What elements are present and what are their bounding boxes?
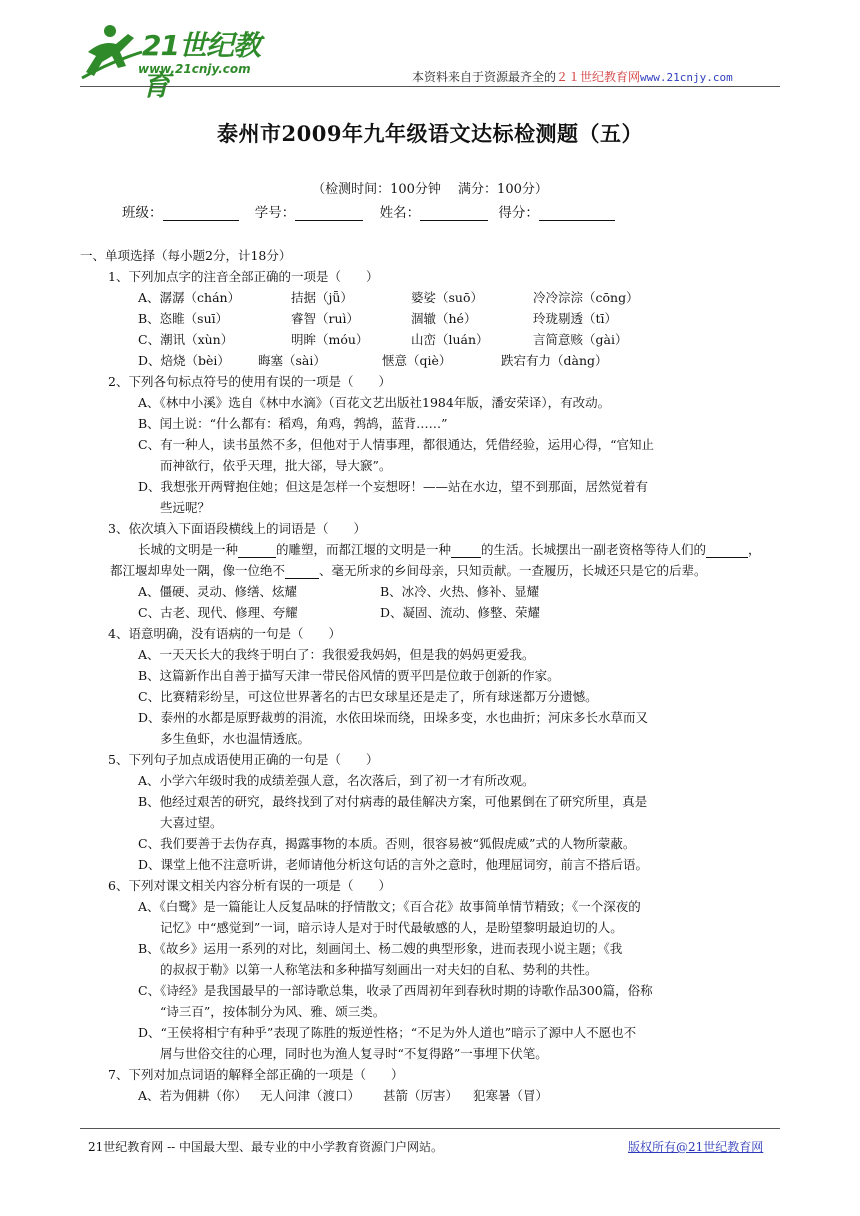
q2-option-d-line2: 些远呢？ (160, 500, 211, 515)
q1-stem: 1、下列加点字的注音全部正确的一项是（ ） (108, 269, 379, 284)
header-note (412, 68, 733, 85)
section-heading: 一、单项选择（每小题2分，计18分） (80, 248, 292, 263)
q7-option-a1: A、若为佣耕（你） (138, 1088, 248, 1103)
q2-option-c-line2: 而神欲行，依乎天理，批大郤，导大窾”。 (160, 458, 392, 473)
q5-option-b-line2: 大喜过望。 (160, 815, 223, 830)
header-note-prefix: 本资料来自于资源最齐全的 (412, 70, 557, 84)
q2-option-d-line1: D、我想张开两臂抱住她；但这是怎样一个妄想呀！——站在水边，望不到那面，居然觉着有 (138, 479, 649, 494)
q5-option-b-line1: B、他经过艰苦的研究，最终找到了对付病毒的最佳解决方案，可他累倒在了研究所里，真是 (138, 794, 648, 809)
q6-option-b-line1: B、《故乡》运用一系列的对比，刻画闰土、杨二嫂的典型形象，进而表现小说主题；《我 (138, 941, 623, 956)
q1-option-d1: D、焙烧（bèi） (138, 353, 230, 368)
page-header (0, 0, 860, 102)
q5-option-c: C、我们要善于去伪存真，揭露事物的本质。否则，很容易被“狐假虎威”式的人物所蒙蔽。 (138, 836, 636, 851)
q2-option-b: B、闰土说：“什么都有：稻鸡，角鸡，鹁鸪，蓝背……” (138, 416, 448, 431)
q6-stem: 6、下列对课文相关内容分析有误的一项是（ ） (108, 878, 391, 893)
id-blank (295, 206, 363, 221)
q1-option-d4: 跌宕有力（dàng） (501, 353, 608, 368)
q1-option-c3: 山峦（luán） (411, 332, 489, 347)
q1-option-a1: A、潺潺（chán） (138, 290, 241, 305)
class-blank (163, 206, 239, 221)
q6-option-d-line2: 屑与世俗交往的心理，同时也为渔人复寻时“不复得路”一事埋下伏笔。 (160, 1046, 548, 1061)
id-label: 学号： (254, 205, 296, 221)
q5-stem: 5、下列句子加点成语使用正确的一句是（ ） (108, 752, 379, 767)
q3-blank-4 (285, 566, 319, 579)
q1-option-a4: 冷冷淙淙（cōng） (533, 290, 639, 305)
document-subtitle: （检测时间：100分钟 满分：100分） (312, 182, 548, 197)
q7-stem: 7、下列对加点词语的解释全部正确的一项是（ ） (108, 1067, 404, 1082)
header-note-site[interactable]: ２１世纪教育网 (556, 70, 641, 84)
q1-option-c2: 明眸（móu） (291, 332, 369, 347)
footer-divider (80, 1128, 780, 1129)
q1-option-a3: 婆娑（suō） (411, 290, 483, 305)
q3-blank-3 (706, 545, 748, 558)
q1-option-b2: 睿智（ruì） (291, 311, 360, 326)
q3-text: 的雕塑，而都江堰的文明是一种 (276, 542, 452, 557)
score-label: 得分： (498, 205, 539, 221)
name-blank (420, 206, 488, 221)
q6-option-d-line1: D、“王侯将相宁有种乎”表现了陈胜的叛逆性格；“不足为外人道也”暗示了源中人不愿也不 (138, 1025, 637, 1040)
score-blank (539, 206, 615, 221)
runner-icon (80, 22, 144, 82)
q3-text: ， (748, 542, 761, 557)
q3-option-d: D、凝固、流动、修整、荣耀 (380, 605, 541, 620)
q5-option-d: D、课堂上他不注意听讲，老师请他分析这句话的言外之意时，他理屈词穷，前言不搭后语。 (138, 857, 649, 872)
q3-option-b: B、冰冷、火热、修补、显耀 (380, 584, 540, 599)
q6-option-a-line1: A、《白鹭》是一篇能让人反复品味的抒情散文；《百合花》故事简单情节精致；《一个深夜的 (138, 899, 641, 914)
document-title: 泰州市2009年九年级语文达标检测题（五） (217, 121, 643, 146)
q3-stem: 3、依次填入下面语段横线上的词语是（ ） (108, 521, 366, 536)
q1-option-b1: B、恣睢（suī） (138, 311, 229, 326)
q4-option-c: C、比赛精彩纷呈，可这位世界著名的古巴女球星还是走了，所有球迷都万分遗憾。 (138, 689, 598, 704)
q6-option-b-line2: 的叔叔于勒》以第一人称笔法和多种描写刻画出一对夫妇的自私、势利的共性。 (160, 962, 598, 977)
q3-option-c: C、古老、现代、修理、夸耀 (138, 605, 298, 620)
logo (80, 22, 280, 102)
q1-option-b4: 玲珑剔透（tī） (533, 311, 618, 326)
q2-option-c-line1: C、有一种人，读书虽然不多，但他对于人情事理，都很通达，凭借经验，运用心得，“官知止 (138, 437, 654, 452)
q7-option-a4: 犯寒暑（冒） (473, 1088, 549, 1103)
logo-text: 21世纪教育 (142, 29, 260, 102)
logo-url: www.21cnjy.com (138, 62, 251, 76)
q4-option-a: A、一天天长大的我终于明白了：我很爱我妈妈，但是我的妈妈更爱我。 (138, 647, 535, 662)
q3-text: 、毫无所求的乡间母亲，只知贡献。一查履历，长城还只是它的后辈。 (319, 563, 707, 578)
q1-option-c1: C、潮讯（xùn） (138, 332, 234, 347)
q1-option-a2: 拮据（jǖ） (291, 290, 353, 305)
name-label: 姓名： (379, 205, 421, 221)
q3-blank-2 (451, 545, 481, 558)
student-info-fields (122, 201, 615, 221)
q4-option-b: B、这篇新作出自善于描写天津一带民俗风情的贾平凹是位敢于创新的作家。 (138, 668, 560, 683)
q3-passage-line2 (110, 561, 707, 579)
q2-stem: 2、下列各句标点符号的使用有误的一项是（ ） (108, 374, 391, 389)
q3-text: 长城的文明是一种 (138, 542, 239, 557)
q6-option-c-line2: “诗三百”，按体制分为风、雅、颂三类。 (160, 1004, 386, 1019)
q3-passage-line1 (138, 540, 761, 558)
q6-option-c-line1: C、《诗经》是我国最早的一部诗歌总集，收录了西周初年到春秋时期的诗歌作品300篇，俗称 (138, 983, 653, 998)
header-note-url[interactable]: www.21cnjy.com (640, 71, 733, 84)
q5-option-a: A、小学六年级时我的成绩差强人意，名次落后，到了初一才有所改观。 (138, 773, 535, 788)
q7-option-a3: 甚箭（厉害） (383, 1088, 459, 1103)
q1-option-d2: 晦塞（sài） (258, 353, 326, 368)
q4-option-d-line1: D、泰州的水都是原野裁剪的涓流，水依田垛而绕，田垛多变，水也曲折；河床多长水草而又 (138, 710, 649, 725)
q1-option-c4: 言简意赅（gài） (533, 332, 628, 347)
q3-option-a: A、僵硬、灵动、修缮、炫耀 (138, 584, 298, 599)
q1-option-d3: 惬意（qiè） (382, 353, 452, 368)
copyright-link[interactable]: 版权所有@21世纪教育网 (628, 1140, 764, 1154)
q3-blank-1 (238, 545, 276, 558)
q1-option-b3: 涸辙（hé） (411, 311, 477, 326)
footer-text: 21世纪教育网 -- 中国最大型、最专业的中小学教育资源门户网站。 (88, 1140, 444, 1154)
q3-text: 都江堰却卑处一隅，像一位绝不 (110, 563, 286, 578)
q4-stem: 4、语意明确，没有语病的一句是（ ） (108, 626, 341, 641)
q2-option-a: A、《林中小溪》选自《林中水滴》（百花文艺出版社1984年版，潘安荣译），有改动。 (138, 395, 611, 410)
q6-option-a-line2: 记忆》中“感觉到”一词，暗示诗人是对于时代最敏感的人，是盼望黎明最迫切的人。 (160, 920, 623, 935)
q4-option-d-line2: 多生鱼虾，水也温情透底。 (160, 731, 311, 746)
class-label: 班级： (122, 205, 163, 221)
q7-option-a2: 无人问津（渡口） (260, 1088, 361, 1103)
q3-text: 的生活。长城摆出一副老资格等待人们的 (481, 542, 707, 557)
header-divider (80, 86, 780, 87)
